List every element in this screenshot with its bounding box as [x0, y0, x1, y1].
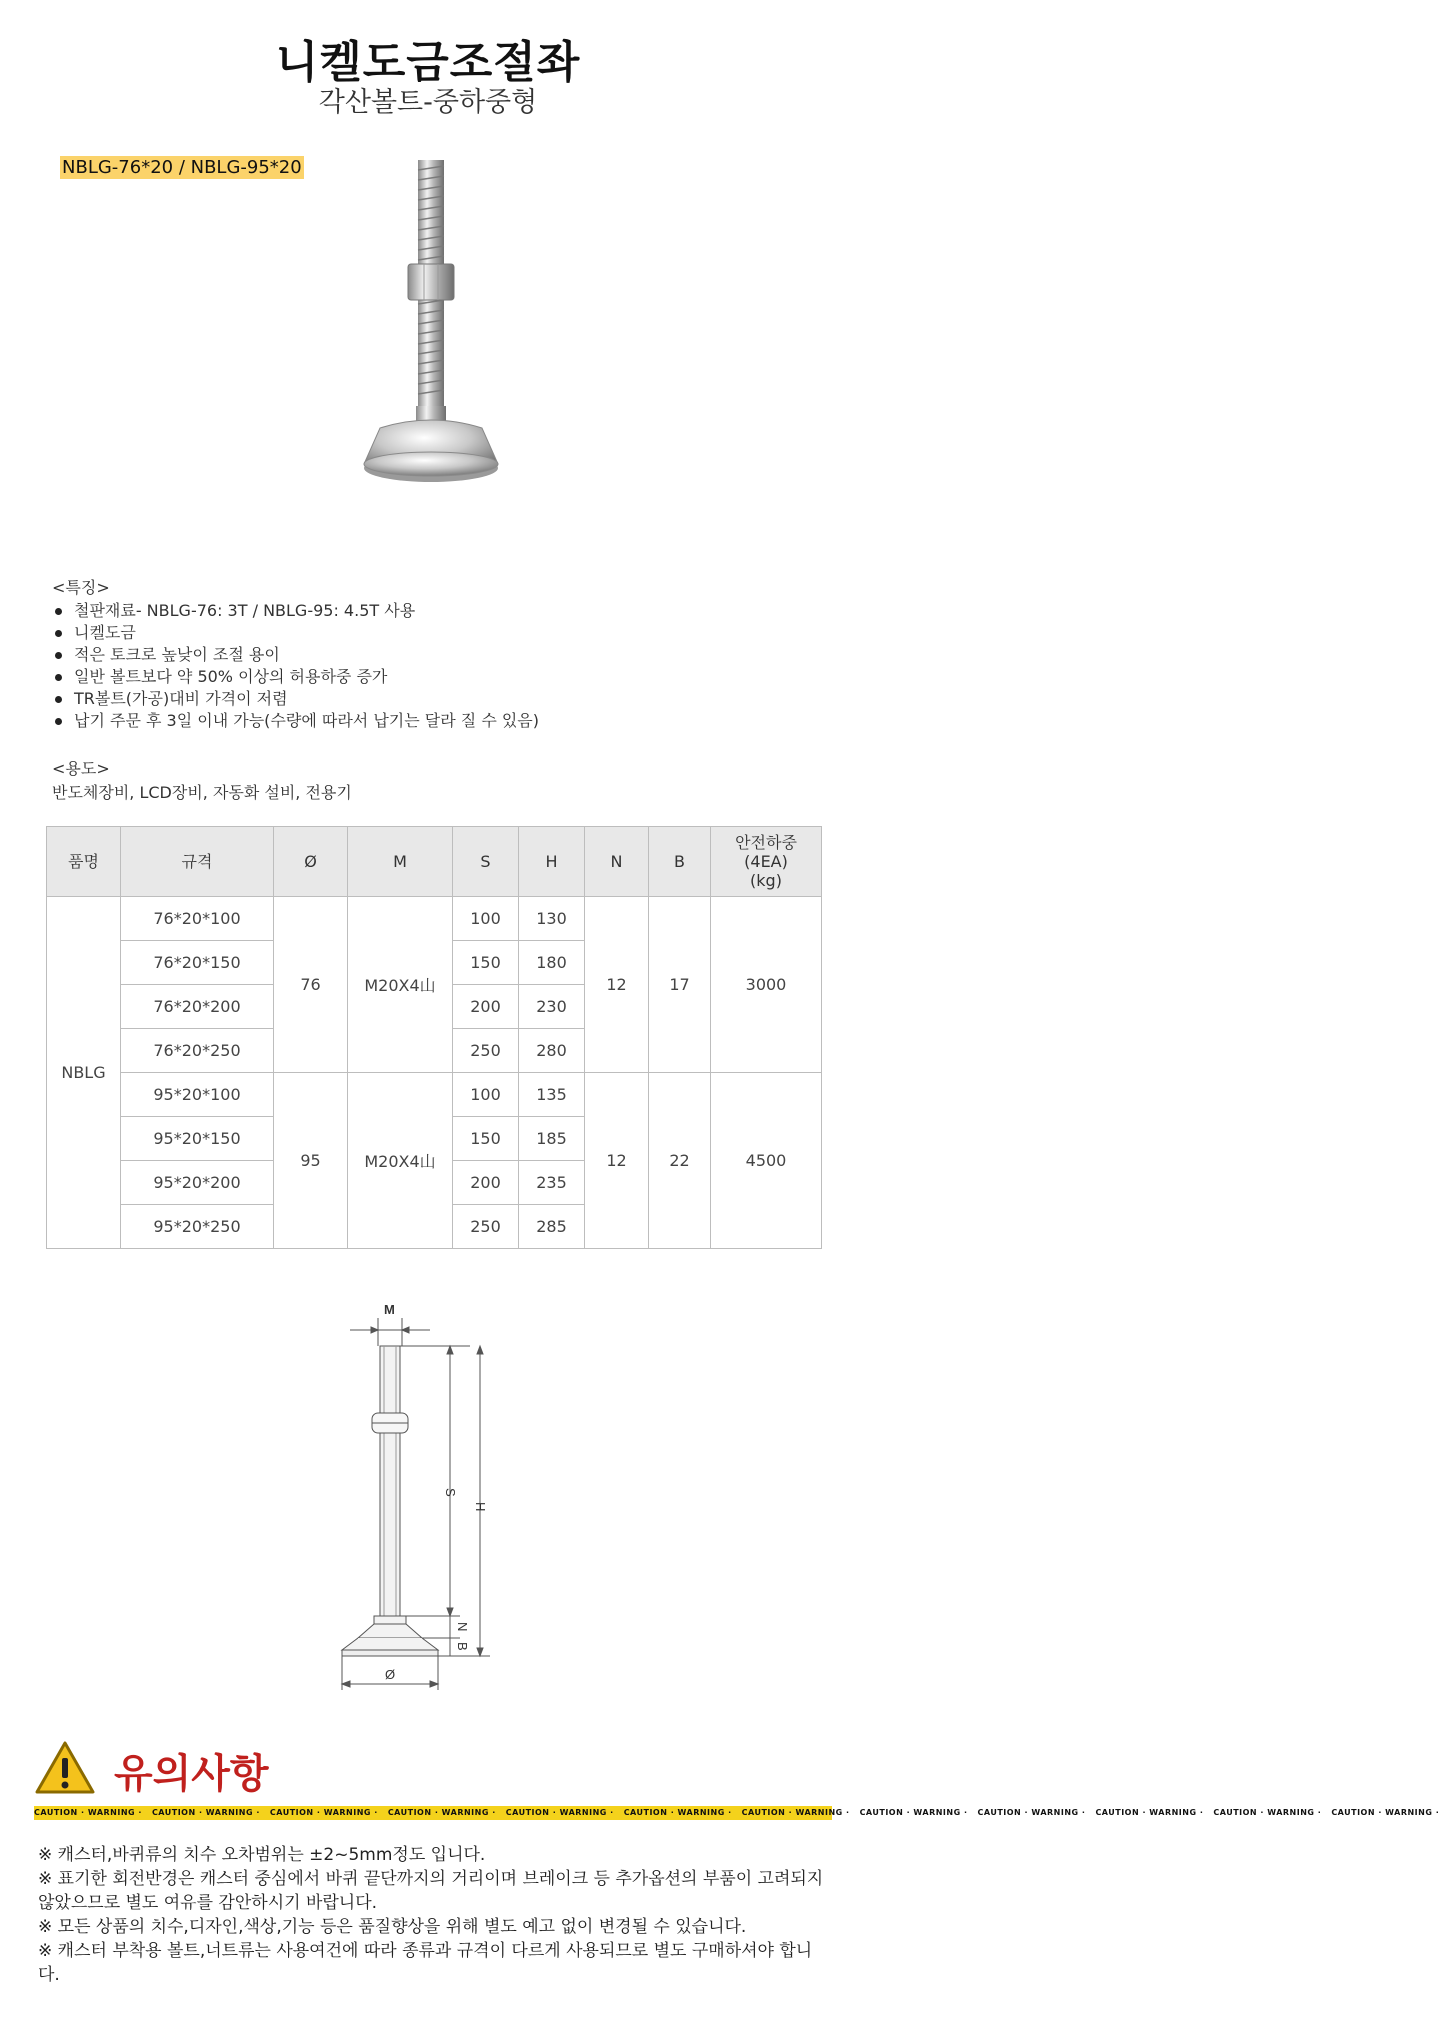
h-cell: 130	[519, 897, 585, 941]
diameter-cell: 95	[274, 1073, 348, 1249]
header-m: M	[348, 827, 453, 897]
h-cell: 135	[519, 1073, 585, 1117]
n-cell: 12	[585, 1073, 649, 1249]
tape-text: CAUTION · WARNING ·	[34, 1808, 142, 1817]
h-cell: 185	[519, 1117, 585, 1161]
header-b: B	[649, 827, 711, 897]
spec-cell: 76*20*150	[121, 941, 274, 985]
dim-label-n: N	[455, 1622, 470, 1632]
header-name: 품명	[47, 827, 121, 897]
features-list	[52, 600, 539, 732]
spec-cell: 95*20*100	[121, 1073, 274, 1117]
note-item: ※ 캐스터,바퀴류의 치수 오차범위는 ±2~5mm정도 입니다.	[38, 1845, 486, 1865]
tape-text: CAUTION · WARNING ·	[977, 1808, 1086, 1817]
diameter-cell: 76	[274, 897, 348, 1073]
s-cell: 100	[453, 1073, 519, 1117]
warning-icon	[34, 1740, 96, 1796]
header-h: H	[519, 827, 585, 897]
dim-label-m: M	[384, 1302, 395, 1317]
b-cell: 17	[649, 897, 711, 1073]
product-name-cell: NBLG	[47, 897, 121, 1249]
s-cell: 100	[453, 897, 519, 941]
h-cell: 230	[519, 985, 585, 1029]
list-item: 니켈도금	[52, 622, 539, 644]
caution-tape	[34, 1806, 1440, 1820]
s-cell: 150	[453, 1117, 519, 1161]
dim-label-h: H	[473, 1502, 488, 1512]
note-item: ※ 표기한 회전반경은 캐스터 중심에서 바퀴 끝단까지의 거리이며 브레이크 등 추가옵션의 부품이 고려되지 않았으므로 별도 여유를 감안하시기 바랍니다.	[38, 1869, 824, 1913]
uses-text: 반도체장비, LCD장비, 자동화 설비, 전용기	[52, 783, 352, 802]
tape-text: CAUTION · WARNING ·	[1095, 1808, 1204, 1817]
spec-cell: 76*20*250	[121, 1029, 274, 1073]
uses-heading: <용도>	[52, 759, 110, 778]
tape-text: CAUTION · WARNING ·	[505, 1808, 614, 1817]
tape-text: CAUTION · WARNING ·	[269, 1808, 378, 1817]
h-cell: 235	[519, 1161, 585, 1205]
tape-text: CAUTION · WARNING ·	[1331, 1808, 1440, 1817]
s-cell: 150	[453, 941, 519, 985]
s-cell: 250	[453, 1029, 519, 1073]
header-n: N	[585, 827, 649, 897]
tape-text: CAUTION · WARNING ·	[623, 1808, 732, 1817]
h-cell: 285	[519, 1205, 585, 1249]
caution-notes	[38, 1843, 828, 1987]
spec-cell: 95*20*200	[121, 1161, 274, 1205]
table-header-row	[47, 827, 822, 897]
tape-text: CAUTION · WARNING ·	[1213, 1808, 1322, 1817]
h-cell: 180	[519, 941, 585, 985]
h-cell: 280	[519, 1029, 585, 1073]
spec-cell: 76*20*200	[121, 985, 274, 1029]
tape-text: CAUTION · WARNING ·	[387, 1808, 496, 1817]
list-item: 철판재료- NBLG-76: 3T / NBLG-95: 4.5T 사용	[52, 600, 539, 622]
list-item: 일반 볼트보다 약 50% 이상의 허용하중 증가	[52, 666, 539, 688]
header-spec: 규격	[121, 827, 274, 897]
dim-label-diameter: Ø	[385, 1667, 396, 1682]
header-s: S	[453, 827, 519, 897]
product-image	[180, 128, 680, 518]
n-cell: 12	[585, 897, 649, 1073]
dim-label-s: S	[443, 1488, 458, 1497]
model-tag: NBLG-76*20 / NBLG-95*20	[62, 157, 302, 178]
tape-text: CAUTION · WARNING ·	[741, 1808, 850, 1817]
tape-text: CAUTION · WARNING ·	[151, 1808, 260, 1817]
s-cell: 200	[453, 1161, 519, 1205]
dimension-drawing	[300, 1298, 530, 1698]
page-subtitle: 각산볼트-중하중형	[318, 87, 538, 118]
list-item: 적은 토크로 높낮이 조절 용이	[52, 644, 539, 666]
header-diameter: Ø	[274, 827, 348, 897]
note-item: ※ 모든 상품의 치수,디자인,색상,기능 등은 품질향상을 위해 별도 예고 없이 변경될 수 있습니다.	[38, 1917, 747, 1937]
dim-label-b: B	[455, 1642, 470, 1651]
spec-table	[46, 826, 822, 1249]
list-item: TR볼트(가공)대비 가격이 저렴	[52, 688, 539, 710]
caution-title: 유의사항	[114, 1751, 269, 1797]
features-heading: <특징>	[52, 578, 110, 597]
page-title: 니켈도금조절좌	[275, 37, 581, 88]
m-cell: M20X4山	[348, 897, 453, 1073]
spec-cell: 76*20*100	[121, 897, 274, 941]
s-cell: 250	[453, 1205, 519, 1249]
list-item: 납기 주문 후 3일 이내 가능(수량에 따라서 납기는 달라 질 수 있음)	[52, 710, 539, 732]
spec-cell: 95*20*250	[121, 1205, 274, 1249]
spec-cell: 95*20*150	[121, 1117, 274, 1161]
m-cell: M20X4山	[348, 1073, 453, 1249]
note-item: ※ 캐스터 부착용 볼트,너트류는 사용여건에 따라 종류과 규격이 다르게 사용되므로 별도 구매하셔야 합니다.	[38, 1941, 813, 1985]
header-load: 안전하중 (4EA) (kg)	[711, 827, 822, 897]
table-row	[47, 1073, 822, 1117]
load-cell: 4500	[711, 1073, 822, 1249]
s-cell: 200	[453, 985, 519, 1029]
load-cell: 3000	[711, 897, 822, 1073]
b-cell: 22	[649, 1073, 711, 1249]
table-row	[47, 897, 822, 941]
tape-text: CAUTION · WARNING ·	[859, 1808, 968, 1817]
